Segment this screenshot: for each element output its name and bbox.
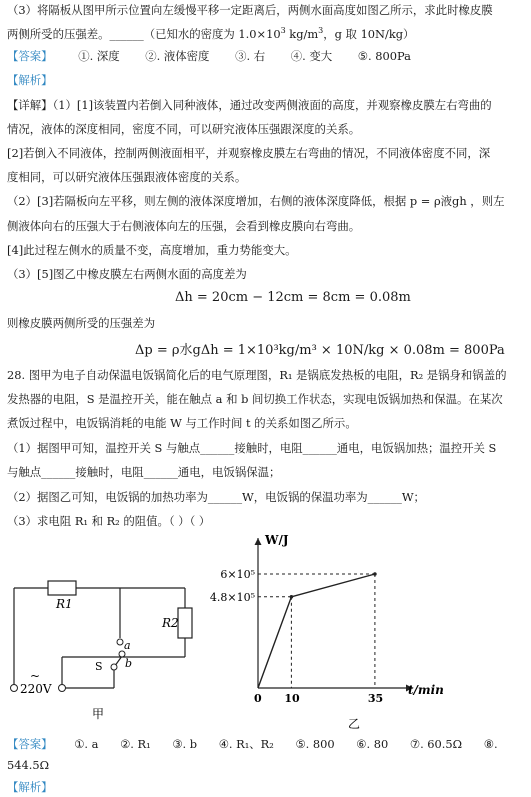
answer-item: ⑦. 60.5Ω [409,737,463,751]
circuit-diagram [0,560,220,730]
question-28-line: （1）据图甲可知，温控开关 S 与触点______接触时，电阻______通电，电饭锅加热；温控开关 S [7,441,497,455]
answer-tag: 【答案】 [7,737,53,751]
data-point [373,572,377,576]
question-28-line: （3）求电阻 R₁ 和 R₂ 的阻值。（ ）（ ） [7,514,211,528]
caption-jia: 甲 [92,707,105,721]
y-tick-label: 6×10⁵ [220,568,255,581]
answer-item: ②. 液体密度 [145,49,210,63]
question-part3-line2: 两侧所受的压强差。______（已知水的密度为 $1.0\times 10^3$ $kg/m^3$，g 取 10N/kg） [7,26,415,41]
contact-a [117,639,123,645]
analysis-line: [4]此过程左侧水的质量不变，高度增加，重力势能变大。 [7,243,297,257]
question-part3-line1: （3）将隔板从图甲所示位置向左缓慢平移一定距离后，两侧水面高度如图乙所示，求此时橡皮膜 [7,3,493,17]
label-b: b [125,657,133,670]
answer-item: ②. R₁ [120,737,151,751]
answer-item: ④. 变大 [290,49,333,63]
label-r1: R1 [56,597,73,611]
label-voltage: 220V [20,682,52,696]
terminal-left [11,685,18,692]
question-28-line: 与触点______接触时，电阻______通电，电饭锅保温； [7,465,281,479]
energy-time-chart [209,528,455,733]
formula-delta-h: Δh = 20cm − 12cm = 8cm = 0.08m [175,290,411,305]
answer-item: ⑧. [483,737,498,751]
analysis-line: （3）[5]图乙中橡皮膜左右两侧水面的高度差为 [7,267,247,281]
answer-item: ③. b [172,737,198,751]
caption-yi: 乙 [348,717,361,731]
resistor-r1 [48,581,76,595]
analysis-line: 侧液体向右的压强大于右侧液体向左的压强，会看到橡皮膜向右弯曲。 [7,219,361,233]
answer-item: ①. a [74,737,99,751]
answer-item: ⑤. 800 [295,737,335,751]
terminal-right [59,685,66,692]
x-tick-label: 0 [254,692,262,705]
question-28-line: 发热器的电阻，S 是温控开关，能在触点 a 和 b 间切换工作状态，实现电饭锅加热和保温。在某次 [7,392,503,406]
analysis-line: 【详解】（1）[1]该装置内若倒入同种液体，通过改变两侧液面的高度，并观察橡皮膜左右弯曲的 [7,98,492,112]
analysis-line: 度相同，可以研究液体压强跟液体密度的关系。 [7,170,247,184]
analysis-line: 则橡皮膜两侧所受的压强差为 [7,316,156,330]
switch-pivot [111,664,117,670]
x-tick-label: 10 [284,692,300,705]
analysis-tag-2: 【解析】 [7,780,53,794]
x-tick-label: 35 [367,692,384,705]
answer-tail: 544.5Ω [7,758,50,772]
series-line [258,574,375,688]
x-axis-label: t/min [408,683,444,697]
analysis-line: 情况，液体的深度相同，密度不同，可以研究液体压强跟深度的关系。 [7,122,361,136]
y-axis-label: W/J [265,533,289,547]
label-r2: R2 [162,616,179,630]
answer-item: ⑥. 80 [356,737,389,751]
answer-item: ⑤. 800Pa [357,49,411,63]
answer-row-2 [7,736,498,752]
answer-row-1 [7,48,411,64]
label-s: S [95,660,103,673]
question-28-line: 28. 图甲为电子自动保温电饭锅简化后的电气原理图，R₁ 是锅底发热板的电阻，R₂ 是锅身和锅盖的 [7,368,507,382]
y-tick-label: 4.8×10⁵ [209,590,255,604]
question-28-line: 煮饭过程中，电饭锅消耗的电能 W 与工作时间 t 的关系如图乙所示。 [7,416,357,430]
formula-delta-p: Δp = ρ水gΔh = 1×10³kg/m³ × 10N/kg × 0.08m = 800Pa [135,343,505,358]
resistor-r2 [178,608,192,638]
answer-item: ④. R₁、R₂ [218,737,274,751]
answer-item: ③. 右 [235,49,266,63]
answer-tag: 【答案】 [7,49,53,63]
analysis-line: [2]若倒入不同液体，控制两侧液面相平，并观察橡皮膜左右弯曲的情况，不同液体密度不同，深 [7,146,491,160]
label-a: a [124,639,131,652]
label-ac: ~ [30,669,41,683]
analysis-line: （2）[3]若隔板向左平移，则左侧的液体深度增加，右侧的液体深度降低，根据 p = ρ液gh ，则左 [7,194,505,208]
analysis-tag: 【解析】 [7,73,53,87]
data-point [290,595,294,599]
question-28-line: （2）据图乙可知，电饭锅的加热功率为______W，电饭锅的保温功率为______W； [7,490,425,504]
answer-item: ①. 深度 [78,49,120,63]
